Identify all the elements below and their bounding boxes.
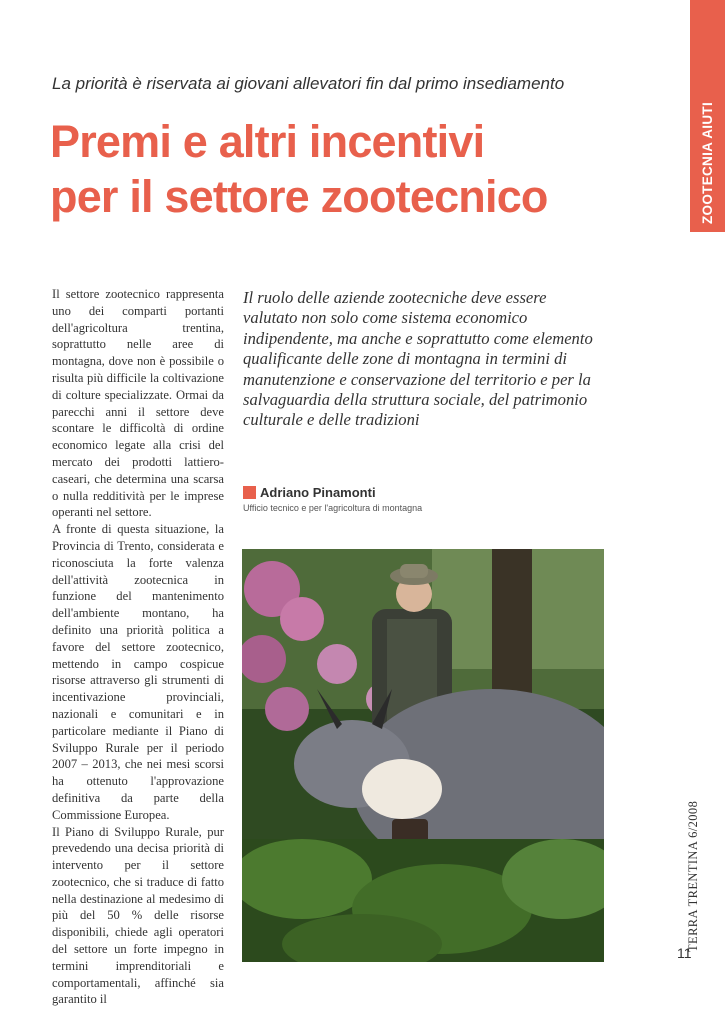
- body-paragraph: Il settore zootecnico rappresenta uno dei comparti portanti dell'agricoltura trentina, soprattutto nelle aree di montagna, dove non è possibile o risulta più difficile la coltivazione di colture specializzate. Ormai da parecchi anni il settore deve scontare le difficoltà di ordine economico legate alla crisi del mercato dei prodotti lattiero-caseari, che determina una scarsa o nulla redditività per le imprese operanti nel settore.: [52, 287, 224, 520]
- headline: [50, 114, 650, 224]
- body-column: [52, 286, 224, 1008]
- magazine-issue: TERRA TRENTINA 6/2008: [686, 800, 700, 952]
- author-marker: [243, 486, 256, 499]
- section-tab: [690, 0, 725, 232]
- author-name: Adriano Pinamonti: [260, 485, 376, 500]
- kicker: La priorità è riservata ai giovani allevatori fin dal primo insediamento: [52, 74, 565, 93]
- section-tab-label: ZOOTECNIA AIUTI: [699, 102, 715, 224]
- lead-paragraph: Il ruolo delle aziende zootecniche deve essere valutato non solo come sistema economico indipendente, ma anche e soprattutto come elemento qualificante delle zone di montagna in termini di manutenzione e conservazione del territorio e per la salvaguardia della struttura sociale, del patrimonio culturale e delle tradizioni: [243, 288, 593, 430]
- headline-line-1: Premi e altri incentivi: [50, 116, 485, 167]
- body-paragraph: A fronte di questa situazione, la Provincia di Trento, considerata e riconosciuta la forte valenza dell'attività zootecnica in funzione del mantenimento dell'ambiente montano, ha definito una priorità politica a favore del settore zootecnico, mettendo in campo cospicue risorse attraverso gli strumenti di incentivazione provinciali, nazionali e comunitari e in particolare mediante il Piano di Sviluppo Rurale per il periodo 2007 – 2013, che nei mesi scorsi ha ottenuto l'approvazione definitiva da parte della Commissione Europea.: [52, 522, 224, 822]
- headline-line-2: per il settore zootecnico: [50, 171, 548, 222]
- author-byline: [243, 485, 376, 500]
- photo-farmer-with-cow: [242, 549, 604, 962]
- body-paragraph: Il Piano di Sviluppo Rurale, pur prevedendo una decisa priorità di intervento per il settore zootecnico, che si traduce di fatto nella destinazione al medesimo di più del 50 % delle risorse disponibili, chiede agli operatori del settore un forte impegno in termini imprenditoriali e comportamentali, affinché sia garantito il: [52, 824, 224, 1007]
- author-role: Ufficio tecnico e per l'agricoltura di montagna: [243, 503, 423, 513]
- page-number: 11: [677, 945, 692, 961]
